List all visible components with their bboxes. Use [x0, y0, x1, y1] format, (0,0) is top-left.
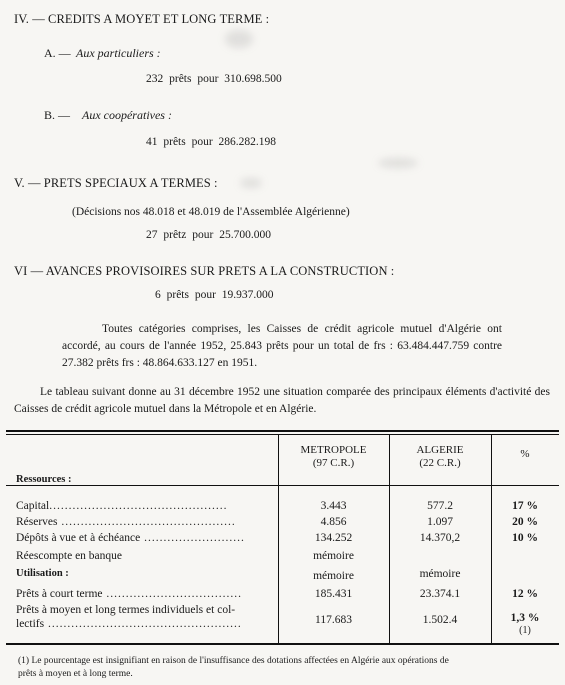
- section-iv-title: IV. — CREDITS A MOYET ET LONG TERME :: [14, 12, 270, 26]
- col-header-algerie-sub: (22 C.R.): [419, 457, 461, 469]
- table-row-label-court-terme: Prêts à court terme ...................................: [16, 588, 243, 600]
- table-cell-algerie: mémoire: [419, 568, 461, 580]
- table-row-label-moyen-long: Prêts à moyen et long termes individuels et col-: [16, 604, 236, 616]
- table-cell-pct: 1,3 %: [510, 612, 540, 624]
- table-cell-algerie: 577.2: [427, 500, 453, 512]
- col-header-algerie: [389, 444, 491, 470]
- section-iv-b-line: 41 prêts pour 286.282.198: [146, 136, 277, 148]
- table-bottom-rule: [6, 643, 559, 645]
- table-cell-metropole: 117.683: [315, 614, 352, 626]
- table-section-utilisation: Utilisation :: [16, 568, 69, 579]
- section-iv-a-line: 232 prêts pour 310.698.500: [146, 73, 282, 85]
- table-cell-pct: 20 %: [512, 516, 538, 528]
- col-header-metropole-sub: (97 C.R.): [312, 457, 355, 469]
- col-header-pct: %: [520, 448, 530, 460]
- table-cell-algerie: 14.370,2: [419, 532, 461, 544]
- table-row-label-moyen-long-2: lectifs ..................................................: [16, 618, 242, 630]
- table-header-rule: [6, 485, 559, 486]
- table-cell-metropole: 4.856: [320, 516, 347, 528]
- table-cell-metropole: 3.443: [320, 500, 347, 512]
- table-top-rule: [6, 430, 559, 432]
- table-cell-algerie: 23.374.1: [419, 588, 461, 600]
- section-v-note: (Décisions nos 48.018 et 48.019 de l'Assemblée Algérienne): [72, 206, 350, 218]
- section-iv-a-title: Aux particuliers :: [76, 46, 161, 60]
- table-row-label-depots: Dépôts à vue et à échéance ..........................: [16, 532, 245, 544]
- table-top-rule-2: [6, 434, 559, 435]
- section-v-line: 27 prêtz pour 25.700.000: [146, 229, 271, 241]
- section-iv-b-label: B. —: [44, 108, 71, 122]
- col-header-algerie-label: ALGERIE: [416, 444, 464, 456]
- col-header-metropole-label: METROPOLE: [300, 444, 367, 456]
- table-cell-pct: 12 %: [512, 588, 538, 600]
- section-v-title: V. — PRETS SPECIAUX A TERMES :: [14, 176, 218, 190]
- table-cell-metropole: 185.431: [314, 588, 353, 600]
- table-cell-algerie: 1.097: [427, 516, 453, 528]
- table-cell-pct: 10 %: [512, 532, 538, 544]
- footnote-line-1: (1) Le pourcentage est insignifiant en raison de l'insuffisance des dotations affectées en Algérie aux opérations de: [18, 656, 449, 666]
- section-vi-line: 6 prêts pour 19.937.000: [155, 289, 274, 301]
- scan-smudge: [225, 30, 253, 48]
- section-vi-title: VI — AVANCES PROVISOIRES SUR PRETS A LA CONSTRUCTION :: [14, 264, 395, 278]
- footnote-line-2: prêts à moyen et à long terme.: [18, 669, 133, 679]
- table-cell-metropole: 134.252: [314, 532, 353, 544]
- col-header-metropole: [278, 444, 389, 470]
- table-cell-pct: 17 %: [512, 500, 538, 512]
- section-iv-a-label: A. —: [44, 46, 71, 60]
- intro-paragraph: Le tableau suivant donne au 31 décembre 1952 une situation comparée des principaux éléments d'activité des Caisses de crédit agricole mutuel dans la Métropole et en Algérie.: [14, 386, 550, 415]
- table-cell-pct-note: (1): [519, 625, 531, 636]
- table-row-label-reserves: Réserves .............................................: [16, 516, 236, 528]
- scan-smudge: [240, 178, 262, 188]
- table-row-label-capital: Capital..............................................: [16, 500, 228, 512]
- table-cell-metropole: mémoire: [313, 570, 354, 582]
- table-row-label-reescompte: Réescompte en banque: [16, 550, 123, 562]
- section-iv-b-title: Aux coopératives :: [82, 108, 172, 122]
- table-cell-algerie: 1.502.4: [422, 614, 458, 626]
- summary-paragraph: Toutes catégories comprises, les Caisses de crédit agricole mutuel d'Algérie ont accordé, au cours de l'année 1952, 25.843 prêts pour un total de frs : 63.484.447.759 contre 27.382 prêts frs : 48.864.633.127 en 1951.: [62, 323, 502, 369]
- scan-smudge: [378, 158, 418, 168]
- table-cell-metropole: mémoire: [313, 550, 354, 562]
- table-section-ressources: Ressources :: [16, 474, 72, 485]
